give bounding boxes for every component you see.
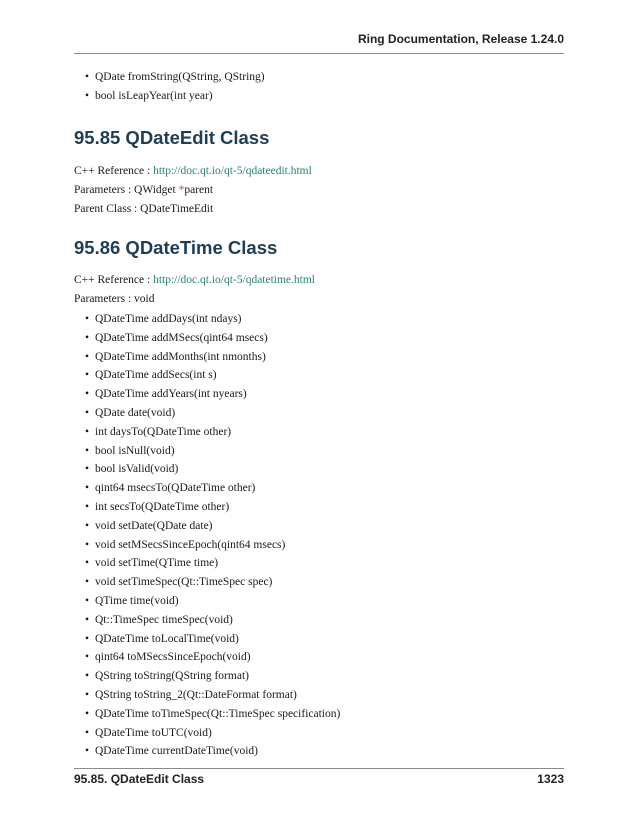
cpp-reference-label-2: C++ Reference : [74, 274, 154, 286]
list-item-text: int secsTo(QDateTime other) [95, 500, 230, 513]
list-item [74, 385, 564, 404]
bullet-icon: • [85, 463, 90, 476]
list-item [74, 442, 564, 461]
list-item-text: bool isNull(void) [95, 444, 175, 457]
list-item [74, 554, 564, 573]
list-item [74, 592, 564, 611]
bullet-icon: • [85, 576, 90, 589]
running-header: Ring Documentation, Release 1.24.0 [357, 32, 564, 46]
header-rule [74, 53, 564, 54]
list-item-text: void setMSecsSinceEpoch(qint64 msecs) [95, 538, 286, 551]
list-item [74, 648, 564, 667]
list-item [74, 366, 564, 385]
bullet-icon: • [85, 745, 90, 758]
list-item [74, 686, 564, 705]
pointer-star: * [178, 184, 185, 196]
bullet-icon: • [85, 651, 90, 664]
list-item [74, 479, 564, 498]
list-item-text: void setTimeSpec(Qt::TimeSpec spec) [95, 576, 273, 589]
bullet-icon: • [85, 444, 90, 457]
bullet-icon: • [85, 688, 90, 701]
qdateedit-reference-link[interactable]: http://doc.qt.io/qt-5/qdateedit.html [153, 165, 312, 177]
list-item [74, 742, 564, 761]
list-item-text: void setTime(QTime time) [95, 557, 219, 570]
parameters-line [74, 184, 213, 196]
list-item [74, 68, 564, 87]
bullet-icon: • [85, 89, 90, 102]
list-item-text: int daysTo(QDateTime other) [95, 425, 232, 438]
bullet-icon: • [85, 519, 90, 532]
bullet-icon: • [85, 71, 90, 83]
list-item-text: QDate date(void) [95, 406, 176, 419]
list-item [74, 498, 564, 517]
list-item [74, 536, 564, 555]
list-item-text: bool isValid(void) [95, 463, 179, 476]
list-item-text: QString toString(QString format) [95, 670, 249, 683]
list-item [74, 724, 564, 743]
bullet-icon: • [85, 538, 90, 551]
bullet-icon: • [85, 613, 90, 626]
qdatetime-method-list [74, 310, 564, 761]
list-item-text: qint64 msecsTo(QDateTime other) [95, 482, 256, 495]
list-item [74, 460, 564, 479]
bullet-icon: • [85, 482, 90, 495]
bullet-icon: • [85, 707, 90, 720]
list-item [74, 348, 564, 367]
footer-section-title: 95.85. QDateEdit Class [74, 772, 205, 786]
page-number: 1323 [537, 772, 564, 786]
footer-rule [74, 768, 564, 769]
list-item [74, 310, 564, 329]
bullet-icon: • [85, 425, 90, 438]
list-item-text: QDateTime toLocalTime(void) [95, 632, 239, 645]
cpp-reference-line [74, 165, 312, 177]
list-item-text: QDateTime addYears(int nyears) [95, 388, 247, 401]
list-item-text: QDate fromString(QString, QString) [95, 71, 265, 83]
bullet-icon: • [85, 726, 90, 739]
cpp-reference-line-2 [74, 274, 315, 286]
bullet-icon: • [85, 350, 90, 363]
list-item-text: QDateTime addMonths(int nmonths) [95, 350, 266, 363]
list-item-text: QDateTime toUTC(void) [95, 726, 212, 739]
section-heading-qdateedit: 95.85 QDateEdit Class [74, 127, 270, 148]
bullet-icon: • [85, 670, 90, 683]
list-item [74, 705, 564, 724]
list-item [74, 404, 564, 423]
cpp-reference-label: C++ Reference : [74, 165, 154, 177]
section-heading-qdatetime: 95.86 QDateTime Class [74, 237, 278, 258]
bullet-icon: • [85, 594, 90, 607]
list-item-text: qint64 toMSecsSinceEpoch(void) [95, 651, 251, 664]
parameters-label: Parameters : QWidget [74, 184, 179, 196]
bullet-icon: • [85, 388, 90, 401]
list-item-text: Qt::TimeSpec timeSpec(void) [95, 613, 233, 626]
list-item-text: void setDate(QDate date) [95, 519, 213, 532]
bullet-icon: • [85, 313, 90, 325]
bullet-icon: • [85, 406, 90, 419]
list-item [74, 630, 564, 649]
list-item [74, 611, 564, 630]
list-item [74, 329, 564, 348]
bullet-icon: • [85, 500, 90, 513]
list-item-text: QDateTime addSecs(int s) [95, 369, 217, 382]
bullet-icon: • [85, 632, 90, 645]
list-item-text: QDateTime addDays(int ndays) [95, 313, 242, 325]
list-item-text: QDateTime toTimeSpec(Qt::TimeSpec specification) [95, 707, 341, 720]
list-item [74, 423, 564, 442]
list-item-text: QTime time(void) [95, 594, 179, 607]
bullet-icon: • [85, 331, 90, 344]
bullet-icon: • [85, 557, 90, 570]
parent-class-line: Parent Class : QDateTimeEdit [74, 203, 214, 215]
parameters-name: parent [184, 184, 214, 196]
list-item [74, 667, 564, 686]
list-item-text: QString toString_2(Qt::DateFormat format) [95, 688, 297, 701]
bullet-icon: • [85, 369, 90, 382]
top-method-list [74, 68, 564, 106]
list-item [74, 573, 564, 592]
list-item-text: QDateTime addMSecs(qint64 msecs) [95, 331, 268, 344]
list-item [74, 517, 564, 536]
parameters-line-2: Parameters : void [74, 293, 155, 305]
list-item-text: QDateTime currentDateTime(void) [95, 745, 258, 758]
list-item-text: bool isLeapYear(int year) [95, 89, 213, 102]
list-item [74, 87, 564, 106]
qdatetime-reference-link[interactable]: http://doc.qt.io/qt-5/qdatetime.html [153, 274, 316, 286]
